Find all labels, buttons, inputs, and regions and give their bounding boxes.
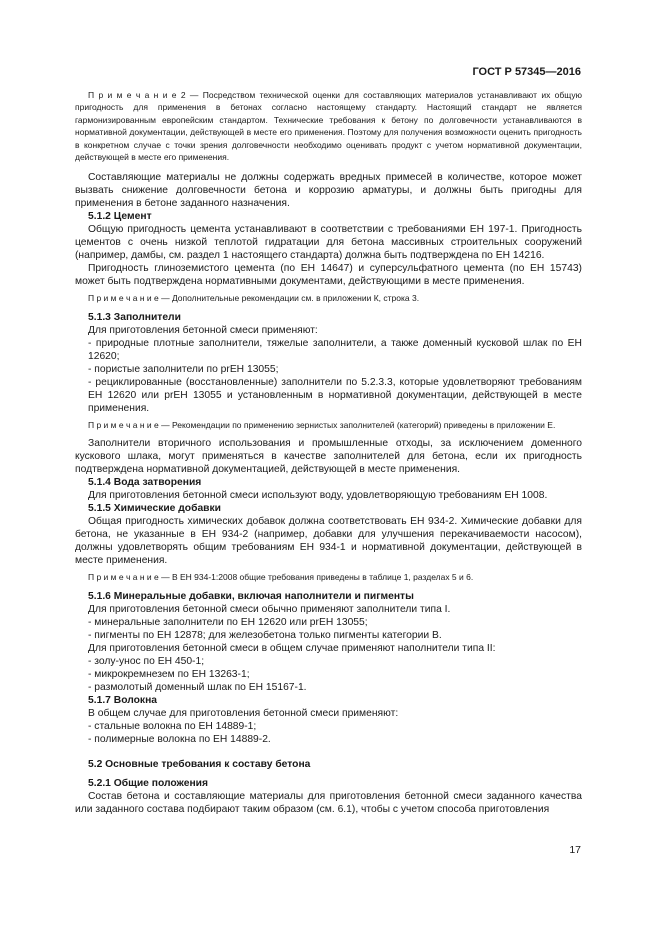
section-heading: 5.1.3 Заполнители [88, 311, 181, 323]
document-header: ГОСТ Р 57345—2016 [472, 66, 581, 78]
list-item: - минеральные заполнители по ЕН 12620 или prEH 13055; [88, 616, 368, 628]
section-heading: 5.1.2 Цемент [88, 211, 152, 223]
section-heading: 5.2 Основные требования к составу бетона [88, 758, 311, 770]
list-item: - стальные волокна по ЕН 14889-1; [88, 720, 257, 732]
section-heading: 5.2.1 Общие положения [88, 777, 208, 789]
document-body [75, 89, 582, 816]
section-heading: 5.1.6 Минеральные добавки, включая наполнители и пигменты [88, 590, 414, 602]
list-item: - размолотый доменный шлак по ЕН 15167-1. [88, 681, 307, 693]
list-item: - полимерные волокна по ЕН 14889-2. [88, 733, 271, 745]
list-item: Для приготовления бетонной смеси применяют: [88, 324, 318, 336]
page-number: 17 [569, 844, 581, 856]
note: П р и м е ч а н и е — В ЕН 934-1:2008 общие требования приведены в таблице 1, разделах 5 и 6. [88, 572, 474, 583]
note: П р и м е ч а н и е — Рекомендации по применению зернистых заполнителей (категорий) приведены в приложении Е. [88, 419, 556, 430]
list-item: В общем случае для приготовления бетонной смеси применяют: [88, 707, 399, 719]
section-heading: 5.1.5 Химические добавки [88, 503, 221, 515]
section-heading: 5.1.4 Вода затворения [88, 477, 202, 489]
list-item: Для приготовления бетонной смеси используют воду, удовлетворяющую требованиям ЕН 1008. [88, 490, 548, 502]
list-item: - микрокремнезем по ЕН 13263-1; [88, 668, 250, 680]
list-item: - рециклированные (восстановленные) заполнители по 5.2.3.3, которые удовлетворяют требованиям ЕН 12620 или prEH 13055 и установленным в нормативной документации, действующей в месте применения. [88, 376, 582, 414]
paragraph: Состав бетона и составляющие материалы для приготовления бетонной смеси заданного качества или заданного состава подбирают таким образом (см. 6.1), чтобы с учетом способа приготовления [75, 790, 582, 815]
section-heading: 5.1.7 Волокна [88, 694, 158, 706]
note: П р и м е ч а н и е — Дополнительные рекомендации см. в приложении К, строка 3. [88, 293, 420, 304]
paragraph: Пригодность глиноземистого цемента (по ЕН 14647) и суперсульфатного цемента (по ЕН 15743) может быть подтверждена нормативными документами, действующими в месте применения. [75, 263, 582, 288]
list-item: Для приготовления бетонной смеси обычно применяют заполнители типа I. [88, 603, 451, 615]
paragraph: Заполнители вторичного использования и промышленные отходы, за исключением доменного кускового шлака, могут применяться в качестве заполнителей для бетона, если их пригодность подтверждена нормативной документацией, действующей в месте применения. [75, 438, 582, 476]
list-item: - природные плотные заполнители, тяжелые заполнители, а также доменный кусковой шлак по ЕН 12620; [88, 337, 582, 362]
paragraph: Общую пригодность цемента устанавливают в соответствии с требованиями ЕН 197-1. Пригодность цементов с очень низкой теплотой гидратации для бетона массивных строительных сооружений (например, дамбы, см. раздел 1 настоящего стандарта) должна быть подтверждена по ЕН 14216. [75, 224, 582, 262]
list-item: Для приготовления бетонной смеси в общем случае применяют наполнители типа II: [88, 642, 496, 654]
paragraph: Общая пригодность химических добавок должна соответствовать ЕН 934-2. Химические добавки для бетона, не указанные в ЕН 934-2 (например, добавки для улучшения перекачиваемости насосом), должны удовлетворять общим требованиям ЕН 934-1 и нормативной документации, действующей в месте применения. [75, 516, 582, 567]
note: П р и м е ч а н и е 2 — Посредством технической оценки для составляющих материалов устанавливают их общую пригодность для применения в бетонах согласно настоящему стандарту. Настоящий стандарт не является гармонизированным европейским стандартом. Технические требования к бетону по долговечности устанавливаются в нормативной документации, действующей в месте его применения. Поэтому для получения возможности оценить пригодность в конкретном случае с точки зрения долговечности необходимо оценивать продукт с учетом нормативной документации, действующей в месте его применения. [75, 90, 582, 163]
paragraph: Составляющие материалы не должны содержать вредных примесей в количестве, которое может вызвать снижение долговечности бетона и коррозию арматуры, и должны быть пригодны для применения в бетоне заданного назначения. [75, 172, 582, 210]
list-item: - золу-унос по ЕН 450-1; [88, 655, 205, 667]
list-item: - пористые заполнители по prEH 13055; [88, 363, 279, 375]
list-item: - пигменты по ЕН 12878; для железобетона только пигменты категории В. [88, 629, 442, 641]
